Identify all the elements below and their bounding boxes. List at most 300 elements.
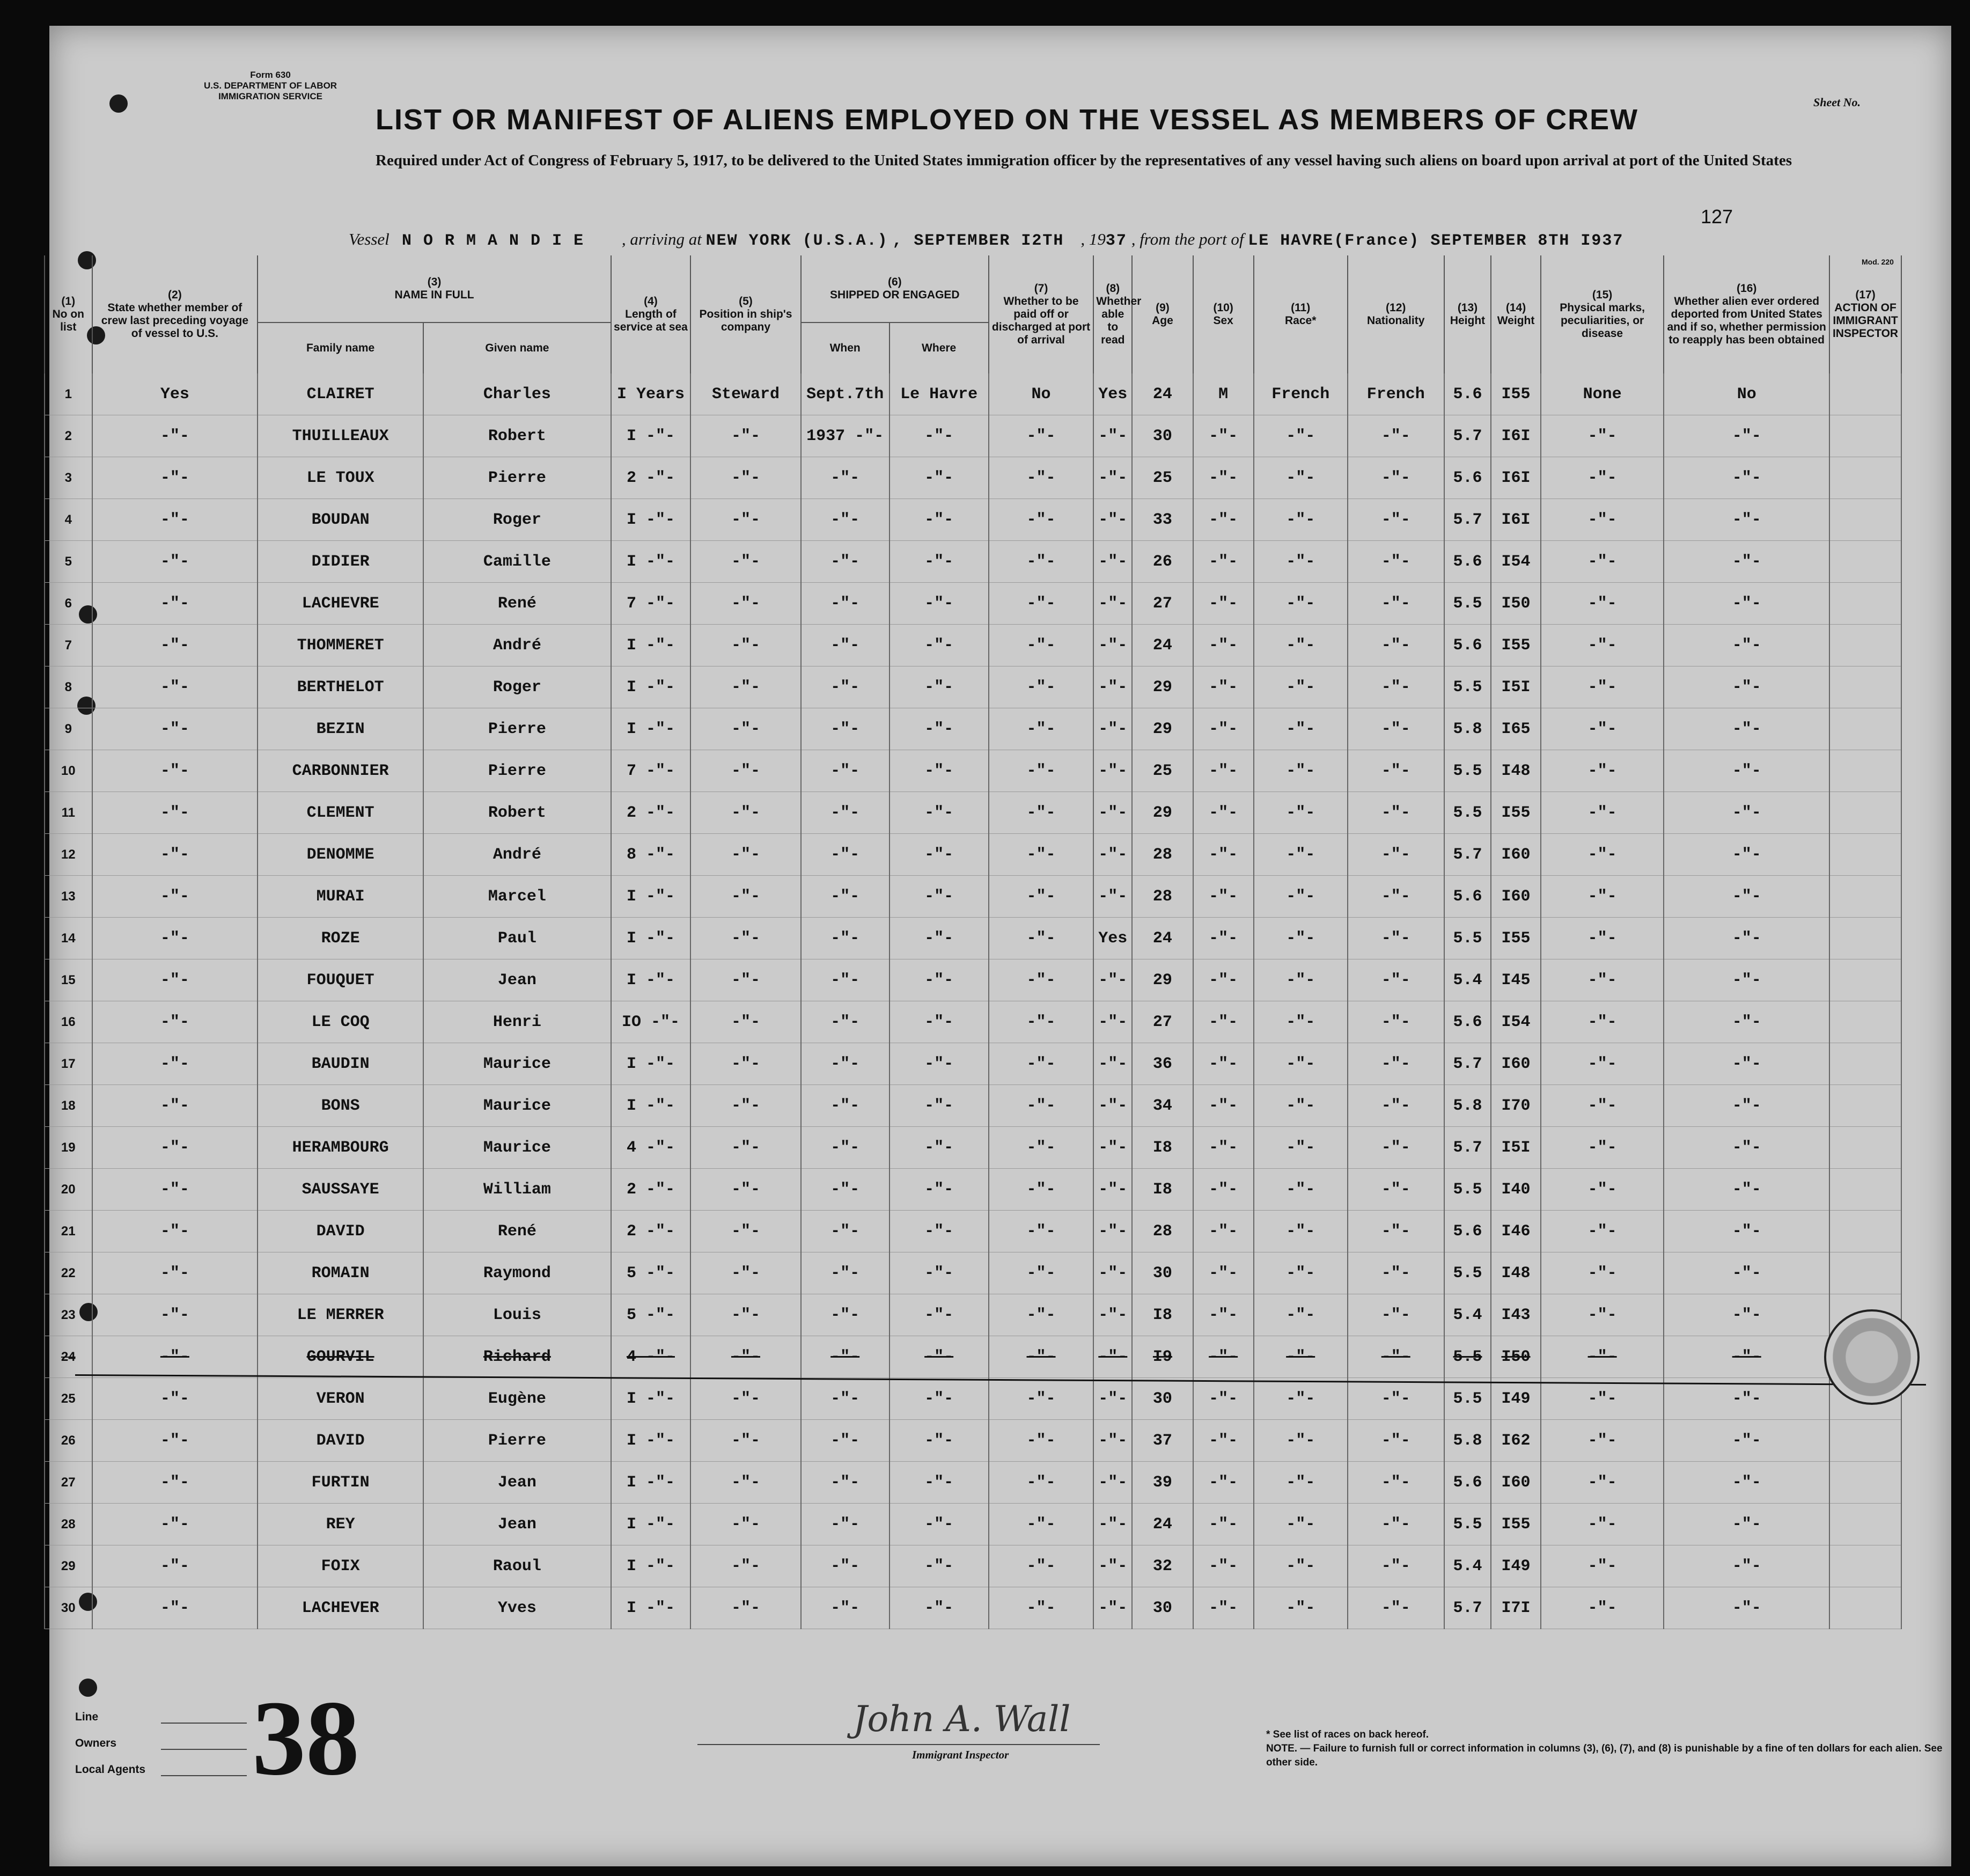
- marks-cell: -"-: [1541, 415, 1664, 457]
- position-cell: -"-: [690, 918, 801, 959]
- marks-cell: -"-: [1541, 1043, 1664, 1085]
- position-cell: -"-: [690, 1085, 801, 1127]
- family-name-cell: LACHEVER: [258, 1587, 423, 1629]
- col-marks-header: (15) Physical marks, peculiarities, or disease: [1541, 255, 1664, 373]
- line-label: Line: [75, 1711, 99, 1723]
- sex-cell: -"-: [1193, 792, 1254, 834]
- row-number: 16: [45, 1001, 92, 1043]
- age-cell: 39: [1132, 1462, 1193, 1504]
- nationality-cell: -"-: [1348, 750, 1444, 792]
- family-name-cell: VERON: [258, 1378, 423, 1420]
- sex-cell: -"-: [1193, 1211, 1254, 1252]
- paid-off-cell: -"-: [989, 1169, 1094, 1211]
- age-cell: 30: [1132, 1378, 1193, 1420]
- inspector-action-cell: [1829, 708, 1901, 750]
- race-cell: -"-: [1254, 792, 1348, 834]
- nationality-cell: -"-: [1348, 1169, 1444, 1211]
- shipped-where-cell: -"-: [890, 583, 989, 625]
- shipped-where-cell: -"-: [890, 1587, 989, 1629]
- sex-cell: -"-: [1193, 1252, 1254, 1294]
- shipped-when-cell: -"-: [801, 1587, 890, 1629]
- service-cell: I -"-: [611, 1085, 690, 1127]
- height-cell: 5.4: [1444, 1545, 1491, 1587]
- sex-cell: -"-: [1193, 541, 1254, 583]
- inspector-action-cell: [1829, 1001, 1901, 1043]
- family-name-cell: CLEMENT: [258, 792, 423, 834]
- height-cell: 5.4: [1444, 1294, 1491, 1336]
- row-number: 14: [45, 918, 92, 959]
- deported-cell: -"-: [1664, 415, 1829, 457]
- service-cell: I -"-: [611, 1504, 690, 1545]
- owners-label: Owners: [75, 1737, 117, 1749]
- inspector-action-cell: [1829, 1085, 1901, 1127]
- marks-cell: -"-: [1541, 1378, 1664, 1420]
- col-family-name-header: Family name: [258, 323, 423, 373]
- position-cell: -"-: [690, 1336, 801, 1378]
- shipped-when-cell: -"-: [801, 1545, 890, 1587]
- shipped-when-cell: -"-: [801, 457, 890, 499]
- shipped-when-cell: -"-: [801, 583, 890, 625]
- prev-voyage-cell: -"-: [92, 1001, 258, 1043]
- nationality-cell: -"-: [1348, 499, 1444, 541]
- row-number: 10: [45, 750, 92, 792]
- weight-cell: I49: [1491, 1545, 1541, 1587]
- given-name-cell: Paul: [423, 918, 611, 959]
- nationality-cell: -"-: [1348, 1043, 1444, 1085]
- position-cell: -"-: [690, 541, 801, 583]
- prev-voyage-cell: -"-: [92, 876, 258, 918]
- prev-voyage-cell: -"-: [92, 1169, 258, 1211]
- given-name-cell: Camille: [423, 541, 611, 583]
- nationality-cell: -"-: [1348, 1545, 1444, 1587]
- inspector-action-cell: [1829, 792, 1901, 834]
- form-identifier: [204, 70, 337, 102]
- height-cell: 5.5: [1444, 583, 1491, 625]
- nationality-cell: -"-: [1348, 415, 1444, 457]
- prev-voyage-cell: -"-: [92, 1085, 258, 1127]
- race-cell: -"-: [1254, 1211, 1348, 1252]
- deported-cell: -"-: [1664, 1294, 1829, 1336]
- paid-off-cell: -"-: [989, 583, 1094, 625]
- row-number: 20: [45, 1169, 92, 1211]
- nationality-cell: -"-: [1348, 1587, 1444, 1629]
- table-row: [45, 1420, 1901, 1462]
- position-cell: -"-: [690, 876, 801, 918]
- sex-cell: -"-: [1193, 1085, 1254, 1127]
- family-name-cell: LE MERRER: [258, 1294, 423, 1336]
- given-name-cell: William: [423, 1169, 611, 1211]
- shipped-where-cell: -"-: [890, 666, 989, 708]
- note-text: — Failure to furnish full or correct information in columns (3), (6), (7), and (8) is punishable by a fine of ten dollars for each alien. See other side.: [1266, 1743, 1943, 1768]
- able-to-read-cell: -"-: [1093, 792, 1132, 834]
- race-cell: -"-: [1254, 708, 1348, 750]
- col-paid-off-header: (7) Whether to be paid off or discharged at port of arrival: [989, 255, 1094, 373]
- given-name-cell: Marcel: [423, 876, 611, 918]
- paid-off-cell: -"-: [989, 708, 1094, 750]
- position-cell: -"-: [690, 959, 801, 1001]
- family-name-cell: GOURVIL: [258, 1336, 423, 1378]
- race-cell: -"-: [1254, 876, 1348, 918]
- position-cell: -"-: [690, 1378, 801, 1420]
- year-prefix: , 19: [1080, 230, 1106, 248]
- deported-cell: -"-: [1664, 918, 1829, 959]
- marks-cell: -"-: [1541, 1211, 1664, 1252]
- row-number: 21: [45, 1211, 92, 1252]
- table-row: [45, 1504, 1901, 1545]
- nationality-cell: -"-: [1348, 876, 1444, 918]
- weight-cell: I6I: [1491, 415, 1541, 457]
- family-name-cell: REY: [258, 1504, 423, 1545]
- paid-off-cell: -"-: [989, 918, 1094, 959]
- race-cell: -"-: [1254, 750, 1348, 792]
- able-to-read-cell: -"-: [1093, 415, 1132, 457]
- race-cell: -"-: [1254, 1043, 1348, 1085]
- service-cell: I -"-: [611, 1587, 690, 1629]
- col-weight-header: (14) Weight: [1491, 255, 1541, 373]
- race-cell: -"-: [1254, 1378, 1348, 1420]
- marks-cell: -"-: [1541, 1462, 1664, 1504]
- shipped-where-cell: -"-: [890, 1420, 989, 1462]
- deported-cell: -"-: [1664, 1336, 1829, 1378]
- age-cell: 28: [1132, 876, 1193, 918]
- family-name-cell: CARBONNIER: [258, 750, 423, 792]
- shipped-when-cell: 1937 -"-: [801, 415, 890, 457]
- deported-cell: -"-: [1664, 959, 1829, 1001]
- service-cell: I -"-: [611, 415, 690, 457]
- prev-voyage-cell: -"-: [92, 1043, 258, 1085]
- document-title: LIST OR MANIFEST OF ALIENS EMPLOYED ON THE VESSEL AS MEMBERS OF CREW: [376, 104, 1639, 136]
- race-cell: -"-: [1254, 1127, 1348, 1169]
- race-cell: -"-: [1254, 1545, 1348, 1587]
- nationality-cell: -"-: [1348, 1420, 1444, 1462]
- race-cell: -"-: [1254, 1001, 1348, 1043]
- shipped-where-cell: -"-: [890, 457, 989, 499]
- table-row: [45, 918, 1901, 959]
- service-cell: 2 -"-: [611, 1211, 690, 1252]
- sex-cell: -"-: [1193, 1001, 1254, 1043]
- col-race-header: (11) Race*: [1254, 255, 1348, 373]
- race-cell: -"-: [1254, 1169, 1348, 1211]
- family-name-cell: DENOMME: [258, 834, 423, 876]
- family-name-cell: ROMAIN: [258, 1252, 423, 1294]
- paid-off-cell: -"-: [989, 1378, 1094, 1420]
- height-cell: 5.5: [1444, 1252, 1491, 1294]
- paid-off-cell: -"-: [989, 1504, 1094, 1545]
- sex-cell: -"-: [1193, 1127, 1254, 1169]
- service-cell: 4 -"-: [611, 1127, 690, 1169]
- deported-cell: -"-: [1664, 708, 1829, 750]
- age-cell: 29: [1132, 792, 1193, 834]
- able-to-read-cell: -"-: [1093, 1169, 1132, 1211]
- sex-cell: -"-: [1193, 1169, 1254, 1211]
- age-cell: 26: [1132, 541, 1193, 583]
- shipped-when-cell: -"-: [801, 1504, 890, 1545]
- paid-off-cell: -"-: [989, 499, 1094, 541]
- table-row: [45, 1545, 1901, 1587]
- sex-cell: -"-: [1193, 876, 1254, 918]
- sex-cell: M: [1193, 373, 1254, 415]
- shipped-when-cell: -"-: [801, 834, 890, 876]
- marks-cell: None: [1541, 373, 1664, 415]
- shipped-where-cell: -"-: [890, 750, 989, 792]
- age-cell: 24: [1132, 918, 1193, 959]
- weight-cell: I45: [1491, 959, 1541, 1001]
- nationality-cell: -"-: [1348, 1294, 1444, 1336]
- inspector-action-cell: [1829, 1211, 1901, 1252]
- shipped-where-cell: -"-: [890, 1001, 989, 1043]
- position-cell: -"-: [690, 499, 801, 541]
- sex-cell: -"-: [1193, 1378, 1254, 1420]
- family-name-cell: CLAIRET: [258, 373, 423, 415]
- given-name-cell: André: [423, 625, 611, 666]
- height-cell: 5.6: [1444, 457, 1491, 499]
- service-cell: 2 -"-: [611, 792, 690, 834]
- age-cell: 32: [1132, 1545, 1193, 1587]
- position-cell: -"-: [690, 1001, 801, 1043]
- given-name-cell: Pierre: [423, 708, 611, 750]
- age-cell: 28: [1132, 834, 1193, 876]
- given-name-cell: Jean: [423, 1462, 611, 1504]
- marks-cell: -"-: [1541, 876, 1664, 918]
- shipped-when-cell: -"-: [801, 1294, 890, 1336]
- deported-cell: -"-: [1664, 625, 1829, 666]
- shipped-where-cell: -"-: [890, 1252, 989, 1294]
- height-cell: 5.6: [1444, 1001, 1491, 1043]
- service-cell: 2 -"-: [611, 1169, 690, 1211]
- vessel-label: Vessel: [349, 230, 389, 248]
- family-name-cell: MURAI: [258, 876, 423, 918]
- sheet-number: 127: [1701, 206, 1733, 228]
- given-name-cell: René: [423, 583, 611, 625]
- able-to-read-cell: -"-: [1093, 1420, 1132, 1462]
- position-cell: -"-: [690, 834, 801, 876]
- service-cell: I -"-: [611, 1462, 690, 1504]
- age-cell: 36: [1132, 1043, 1193, 1085]
- deported-cell: -"-: [1664, 876, 1829, 918]
- able-to-read-cell: -"-: [1093, 1462, 1132, 1504]
- family-name-cell: BERTHELOT: [258, 666, 423, 708]
- height-cell: 5.5: [1444, 1378, 1491, 1420]
- arriving-port: NEW YORK (U.S.A.): [705, 232, 888, 250]
- row-number: 22: [45, 1252, 92, 1294]
- weight-cell: I40: [1491, 1169, 1541, 1211]
- shipped-where-cell: -"-: [890, 1462, 989, 1504]
- vessel-name: N O R M A N D I E: [402, 232, 585, 250]
- row-number: 15: [45, 959, 92, 1001]
- marks-cell: -"-: [1541, 1294, 1664, 1336]
- able-to-read-cell: -"-: [1093, 708, 1132, 750]
- row-number: 25: [45, 1378, 92, 1420]
- position-cell: -"-: [690, 625, 801, 666]
- family-name-cell: LE COQ: [258, 1001, 423, 1043]
- table-row: [45, 1043, 1901, 1085]
- weight-cell: I5I: [1491, 1127, 1541, 1169]
- height-cell: 5.7: [1444, 1587, 1491, 1629]
- race-cell: -"-: [1254, 625, 1348, 666]
- service-cell: I -"-: [611, 1378, 690, 1420]
- deported-cell: -"-: [1664, 1043, 1829, 1085]
- prev-voyage-cell: -"-: [92, 750, 258, 792]
- given-name-cell: Raymond: [423, 1252, 611, 1294]
- position-cell: -"-: [690, 415, 801, 457]
- marks-cell: -"-: [1541, 499, 1664, 541]
- inspector-action-cell: [1829, 373, 1901, 415]
- shipped-when-cell: -"-: [801, 541, 890, 583]
- service-cell: I -"-: [611, 1043, 690, 1085]
- col-no-header: (1) No on list: [45, 255, 92, 373]
- deported-cell: -"-: [1664, 792, 1829, 834]
- prev-voyage-cell: -"-: [92, 834, 258, 876]
- form-department: U.S. DEPARTMENT OF LABOR: [204, 80, 337, 91]
- weight-cell: I55: [1491, 1504, 1541, 1545]
- weight-cell: I62: [1491, 1420, 1541, 1462]
- sex-cell: -"-: [1193, 1462, 1254, 1504]
- deported-cell: -"-: [1664, 1085, 1829, 1127]
- row-number: 3: [45, 457, 92, 499]
- deported-cell: -"-: [1664, 834, 1829, 876]
- service-cell: 2 -"-: [611, 457, 690, 499]
- able-to-read-cell: -"-: [1093, 499, 1132, 541]
- marks-cell: -"-: [1541, 708, 1664, 750]
- table-row: [45, 1001, 1901, 1043]
- shipped-where-cell: -"-: [890, 1211, 989, 1252]
- sex-cell: -"-: [1193, 750, 1254, 792]
- height-cell: 5.4: [1444, 959, 1491, 1001]
- shipped-when-cell: -"-: [801, 1420, 890, 1462]
- shipped-where-cell: -"-: [890, 792, 989, 834]
- given-name-cell: Maurice: [423, 1127, 611, 1169]
- mod-number: Mod. 220: [1862, 258, 1894, 266]
- weight-cell: I5I: [1491, 666, 1541, 708]
- deported-cell: -"-: [1664, 1420, 1829, 1462]
- table-row: [45, 1211, 1901, 1252]
- table-row: [45, 1336, 1901, 1378]
- nationality-cell: -"-: [1348, 1378, 1444, 1420]
- able-to-read-cell: -"-: [1093, 1043, 1132, 1085]
- sex-cell: -"-: [1193, 1043, 1254, 1085]
- deported-cell: -"-: [1664, 750, 1829, 792]
- service-cell: 7 -"-: [611, 583, 690, 625]
- footnote: [1266, 1728, 1970, 1770]
- height-cell: 5.7: [1444, 415, 1491, 457]
- able-to-read-cell: Yes: [1093, 918, 1132, 959]
- age-cell: I8: [1132, 1294, 1193, 1336]
- age-cell: 29: [1132, 708, 1193, 750]
- sex-cell: -"-: [1193, 834, 1254, 876]
- deported-cell: -"-: [1664, 457, 1829, 499]
- prev-voyage-cell: -"-: [92, 1127, 258, 1169]
- service-cell: I Years: [611, 373, 690, 415]
- paid-off-cell: -"-: [989, 1043, 1094, 1085]
- service-cell: 5 -"-: [611, 1252, 690, 1294]
- shipped-where-cell: -"-: [890, 1545, 989, 1587]
- shipped-when-cell: -"-: [801, 1043, 890, 1085]
- able-to-read-cell: -"-: [1093, 1378, 1132, 1420]
- inspector-action-cell: [1829, 1169, 1901, 1211]
- inspector-action-cell: [1829, 625, 1901, 666]
- age-cell: 27: [1132, 1001, 1193, 1043]
- family-name-cell: THOMMERET: [258, 625, 423, 666]
- able-to-read-cell: -"-: [1093, 1252, 1132, 1294]
- shipped-when-cell: -"-: [801, 876, 890, 918]
- family-name-cell: DAVID: [258, 1420, 423, 1462]
- inspector-action-cell: [1829, 1587, 1901, 1629]
- weight-cell: I60: [1491, 1043, 1541, 1085]
- col-height-header: (13) Height: [1444, 255, 1491, 373]
- height-cell: 5.7: [1444, 1043, 1491, 1085]
- prev-voyage-cell: -"-: [92, 457, 258, 499]
- sex-cell: -"-: [1193, 959, 1254, 1001]
- race-cell: -"-: [1254, 415, 1348, 457]
- table-row: [45, 583, 1901, 625]
- row-number: 26: [45, 1420, 92, 1462]
- weight-cell: I43: [1491, 1294, 1541, 1336]
- race-cell: -"-: [1254, 1085, 1348, 1127]
- shipped-when-cell: -"-: [801, 1336, 890, 1378]
- age-cell: I9: [1132, 1336, 1193, 1378]
- prev-voyage-cell: -"-: [92, 918, 258, 959]
- shipped-where-cell: -"-: [890, 834, 989, 876]
- service-cell: 4 -"-: [611, 1336, 690, 1378]
- given-name-cell: Pierre: [423, 1420, 611, 1462]
- nationality-cell: -"-: [1348, 708, 1444, 750]
- table-row: [45, 1587, 1901, 1629]
- able-to-read-cell: -"-: [1093, 1504, 1132, 1545]
- shipped-where-cell: -"-: [890, 876, 989, 918]
- shipped-where-cell: -"-: [890, 1294, 989, 1336]
- able-to-read-cell: -"-: [1093, 666, 1132, 708]
- able-to-read-cell: -"-: [1093, 1336, 1132, 1378]
- deported-cell: -"-: [1664, 666, 1829, 708]
- deported-cell: -"-: [1664, 499, 1829, 541]
- service-cell: I -"-: [611, 625, 690, 666]
- age-cell: 24: [1132, 625, 1193, 666]
- deported-cell: -"-: [1664, 1462, 1829, 1504]
- position-cell: -"-: [690, 1127, 801, 1169]
- family-name-cell: DAVID: [258, 1211, 423, 1252]
- given-name-cell: Richard: [423, 1336, 611, 1378]
- row-number: 29: [45, 1545, 92, 1587]
- paid-off-cell: -"-: [989, 1294, 1094, 1336]
- shipped-where-cell: -"-: [890, 708, 989, 750]
- deported-cell: No: [1664, 373, 1829, 415]
- inspector-action-cell: [1829, 666, 1901, 708]
- position-cell: -"-: [690, 750, 801, 792]
- given-name-cell: Pierre: [423, 750, 611, 792]
- inspector-action-cell: [1829, 959, 1901, 1001]
- col-given-name-header: Given name: [423, 323, 611, 373]
- age-cell: 37: [1132, 1420, 1193, 1462]
- position-cell: -"-: [690, 1294, 801, 1336]
- able-to-read-cell: Yes: [1093, 373, 1132, 415]
- nationality-cell: -"-: [1348, 918, 1444, 959]
- arriving-label: , arriving at: [621, 230, 702, 248]
- position-cell: -"-: [690, 708, 801, 750]
- nationality-cell: -"-: [1348, 959, 1444, 1001]
- position-cell: -"-: [690, 1169, 801, 1211]
- inspector-action-cell: [1829, 918, 1901, 959]
- height-cell: 5.6: [1444, 876, 1491, 918]
- height-cell: 5.7: [1444, 499, 1491, 541]
- given-name-cell: Roger: [423, 499, 611, 541]
- table-row: [45, 708, 1901, 750]
- col-name-header: (3) NAME IN FULL: [258, 255, 611, 323]
- shipped-when-cell: -"-: [801, 1169, 890, 1211]
- row-number: 7: [45, 625, 92, 666]
- col-deported-header: (16) Whether alien ever ordered deported from United States and if so, whether permission to reapply has been obtained: [1664, 255, 1829, 373]
- position-cell: -"-: [690, 1252, 801, 1294]
- nationality-cell: -"-: [1348, 1127, 1444, 1169]
